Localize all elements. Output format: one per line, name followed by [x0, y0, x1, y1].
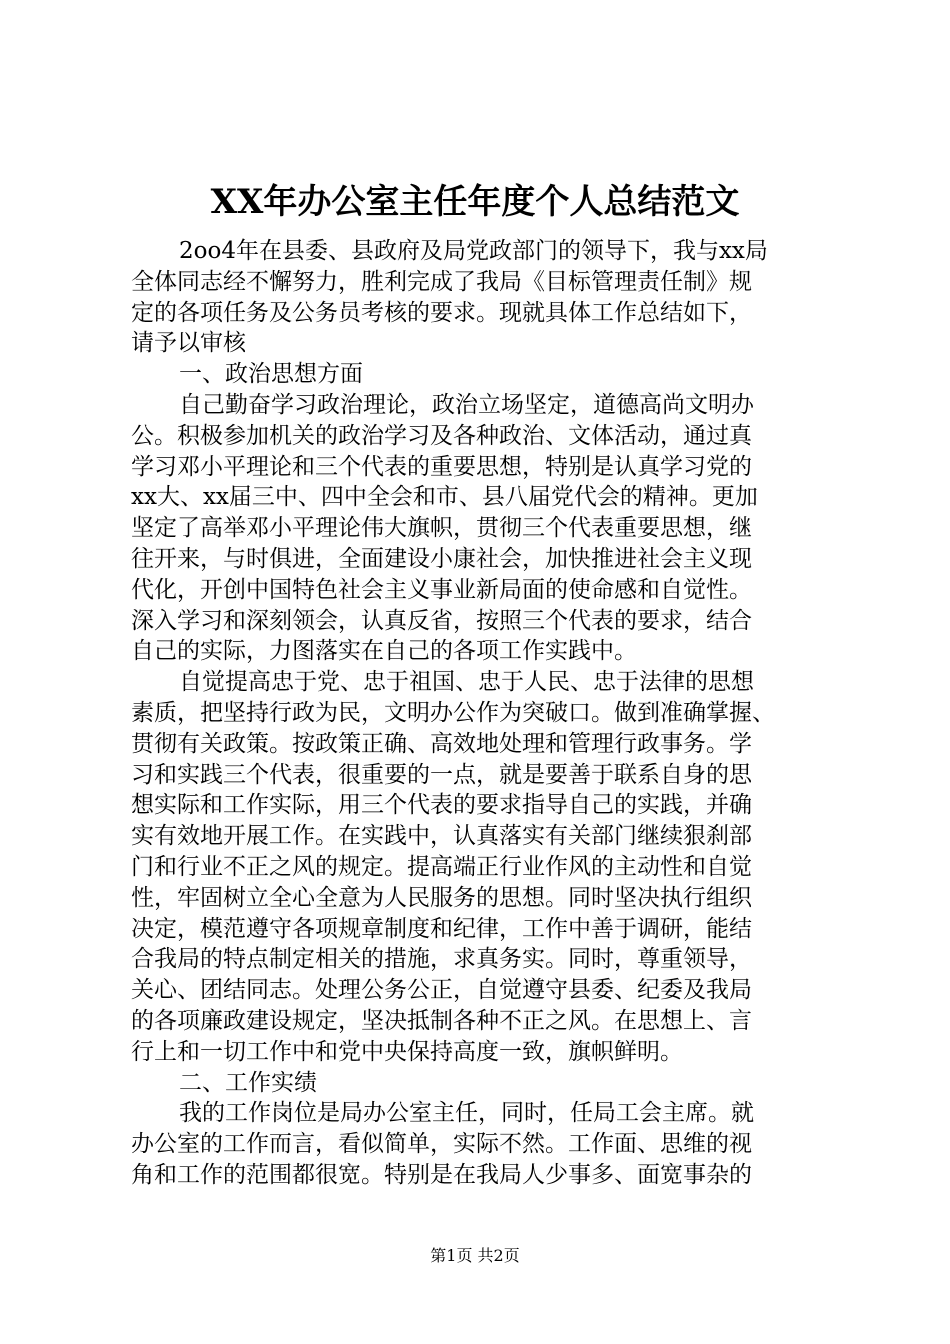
paragraph-line: 关心、团结同志。处理公务公正，自觉遵守县委、纪委及我局 [131, 977, 752, 1004]
paragraph-line: 决定，模范遵守各项规章制度和纪律，工作中善于调研，能结 [131, 915, 752, 942]
page-number-footer: 第1页 共2页 [430, 1246, 520, 1265]
document-body [131, 236, 831, 1191]
paragraph-line: 2oo4年在县委、县政府及局党政部门的领导下，我与xx局 [179, 238, 768, 264]
paragraph-line: 贯彻有关政策。按政策正确、高效地处理和管理行政事务。学 [131, 730, 752, 757]
paragraph-line: 坚定了高举邓小平理论伟大旗帜，贯彻三个代表重要思想，继 [131, 515, 752, 542]
paragraph-line: xx大、xx届三中、四中全会和市、县八届党代会的精神。更加 [131, 484, 758, 511]
paragraph-line: 我的工作岗位是局办公室主任，同时，任局工会主席。就 [179, 1100, 754, 1127]
paragraph-line: 自己的实际，力图落实在自己的各项工作实践中。 [131, 638, 637, 665]
paragraph-line: 公。积极参加机关的政治学习及各种政治、文体活动，通过真 [131, 422, 752, 449]
paragraph-line: 角和工作的范围都很宽。特别是在我局人少事多、面宽事杂的 [131, 1161, 752, 1188]
paragraph-line: 代化，开创中国特色社会主义事业新局面的使命感和自觉性。 [131, 576, 752, 603]
paragraph-line: 深入学习和深刻领会，认真反省，按照三个代表的要求，结合 [131, 607, 752, 634]
paragraph-line: 素质，把坚持行政为民，文明办公作为突破口。做到准确掌握、 [131, 699, 775, 726]
paragraph-line: 自觉提高忠于党、忠于祖国、忠于人民、忠于法律的思想 [179, 669, 754, 696]
paragraph-line: 想实际和工作实际，用三个代表的要求指导自己的实践，并确 [131, 792, 752, 819]
paragraph-line: 定的各项任务及公务员考核的要求。现就具体工作总结如下， [131, 299, 752, 326]
paragraph-line: 全体同志经不懈努力，胜利完成了我局《目标管理责任制》规 [131, 268, 752, 295]
paragraph-line: 实有效地开展工作。在实践中，认真落实有关部门继续狠刹部 [131, 823, 752, 850]
paragraph-line: 性，牢固树立全心全意为人民服务的思想。同时坚决执行组织 [131, 884, 752, 911]
paragraph-line: 往开来，与时俱进，全面建设小康社会，加快推进社会主义现 [131, 545, 752, 572]
paragraph-line: 门和行业不正之风的规定。提高端正行业作风的主动性和自觉 [131, 853, 752, 880]
section-heading: 二、工作实绩 [179, 1069, 317, 1096]
paragraph-line: 自己勤奋学习政治理论，政治立场坚定，道德高尚文明办 [179, 391, 754, 418]
paragraph-line: 合我局的特点制定相关的措施，求真务实。同时，尊重领导， [131, 946, 752, 973]
paragraph-line: 的各项廉政建设规定，坚决抵制各种不正之风。在思想上、言 [131, 1007, 752, 1034]
document-title: XX年办公室主任年度个人总结范文 [210, 182, 740, 222]
section-heading: 一、政治思想方面 [179, 361, 363, 388]
paragraph-line: 办公室的工作而言，看似简单，实际不然。工作面、思维的视 [131, 1131, 752, 1158]
paragraph-line: 习和实践三个代表，很重要的一点，就是要善于联系自身的思 [131, 761, 752, 788]
paragraph-line: 请予以审核 [131, 330, 246, 357]
paragraph-line: 行上和一切工作中和党中央保持高度一致，旗帜鲜明。 [131, 1038, 683, 1065]
paragraph-line: 学习邓小平理论和三个代表的重要思想，特别是认真学习党的 [131, 453, 752, 480]
